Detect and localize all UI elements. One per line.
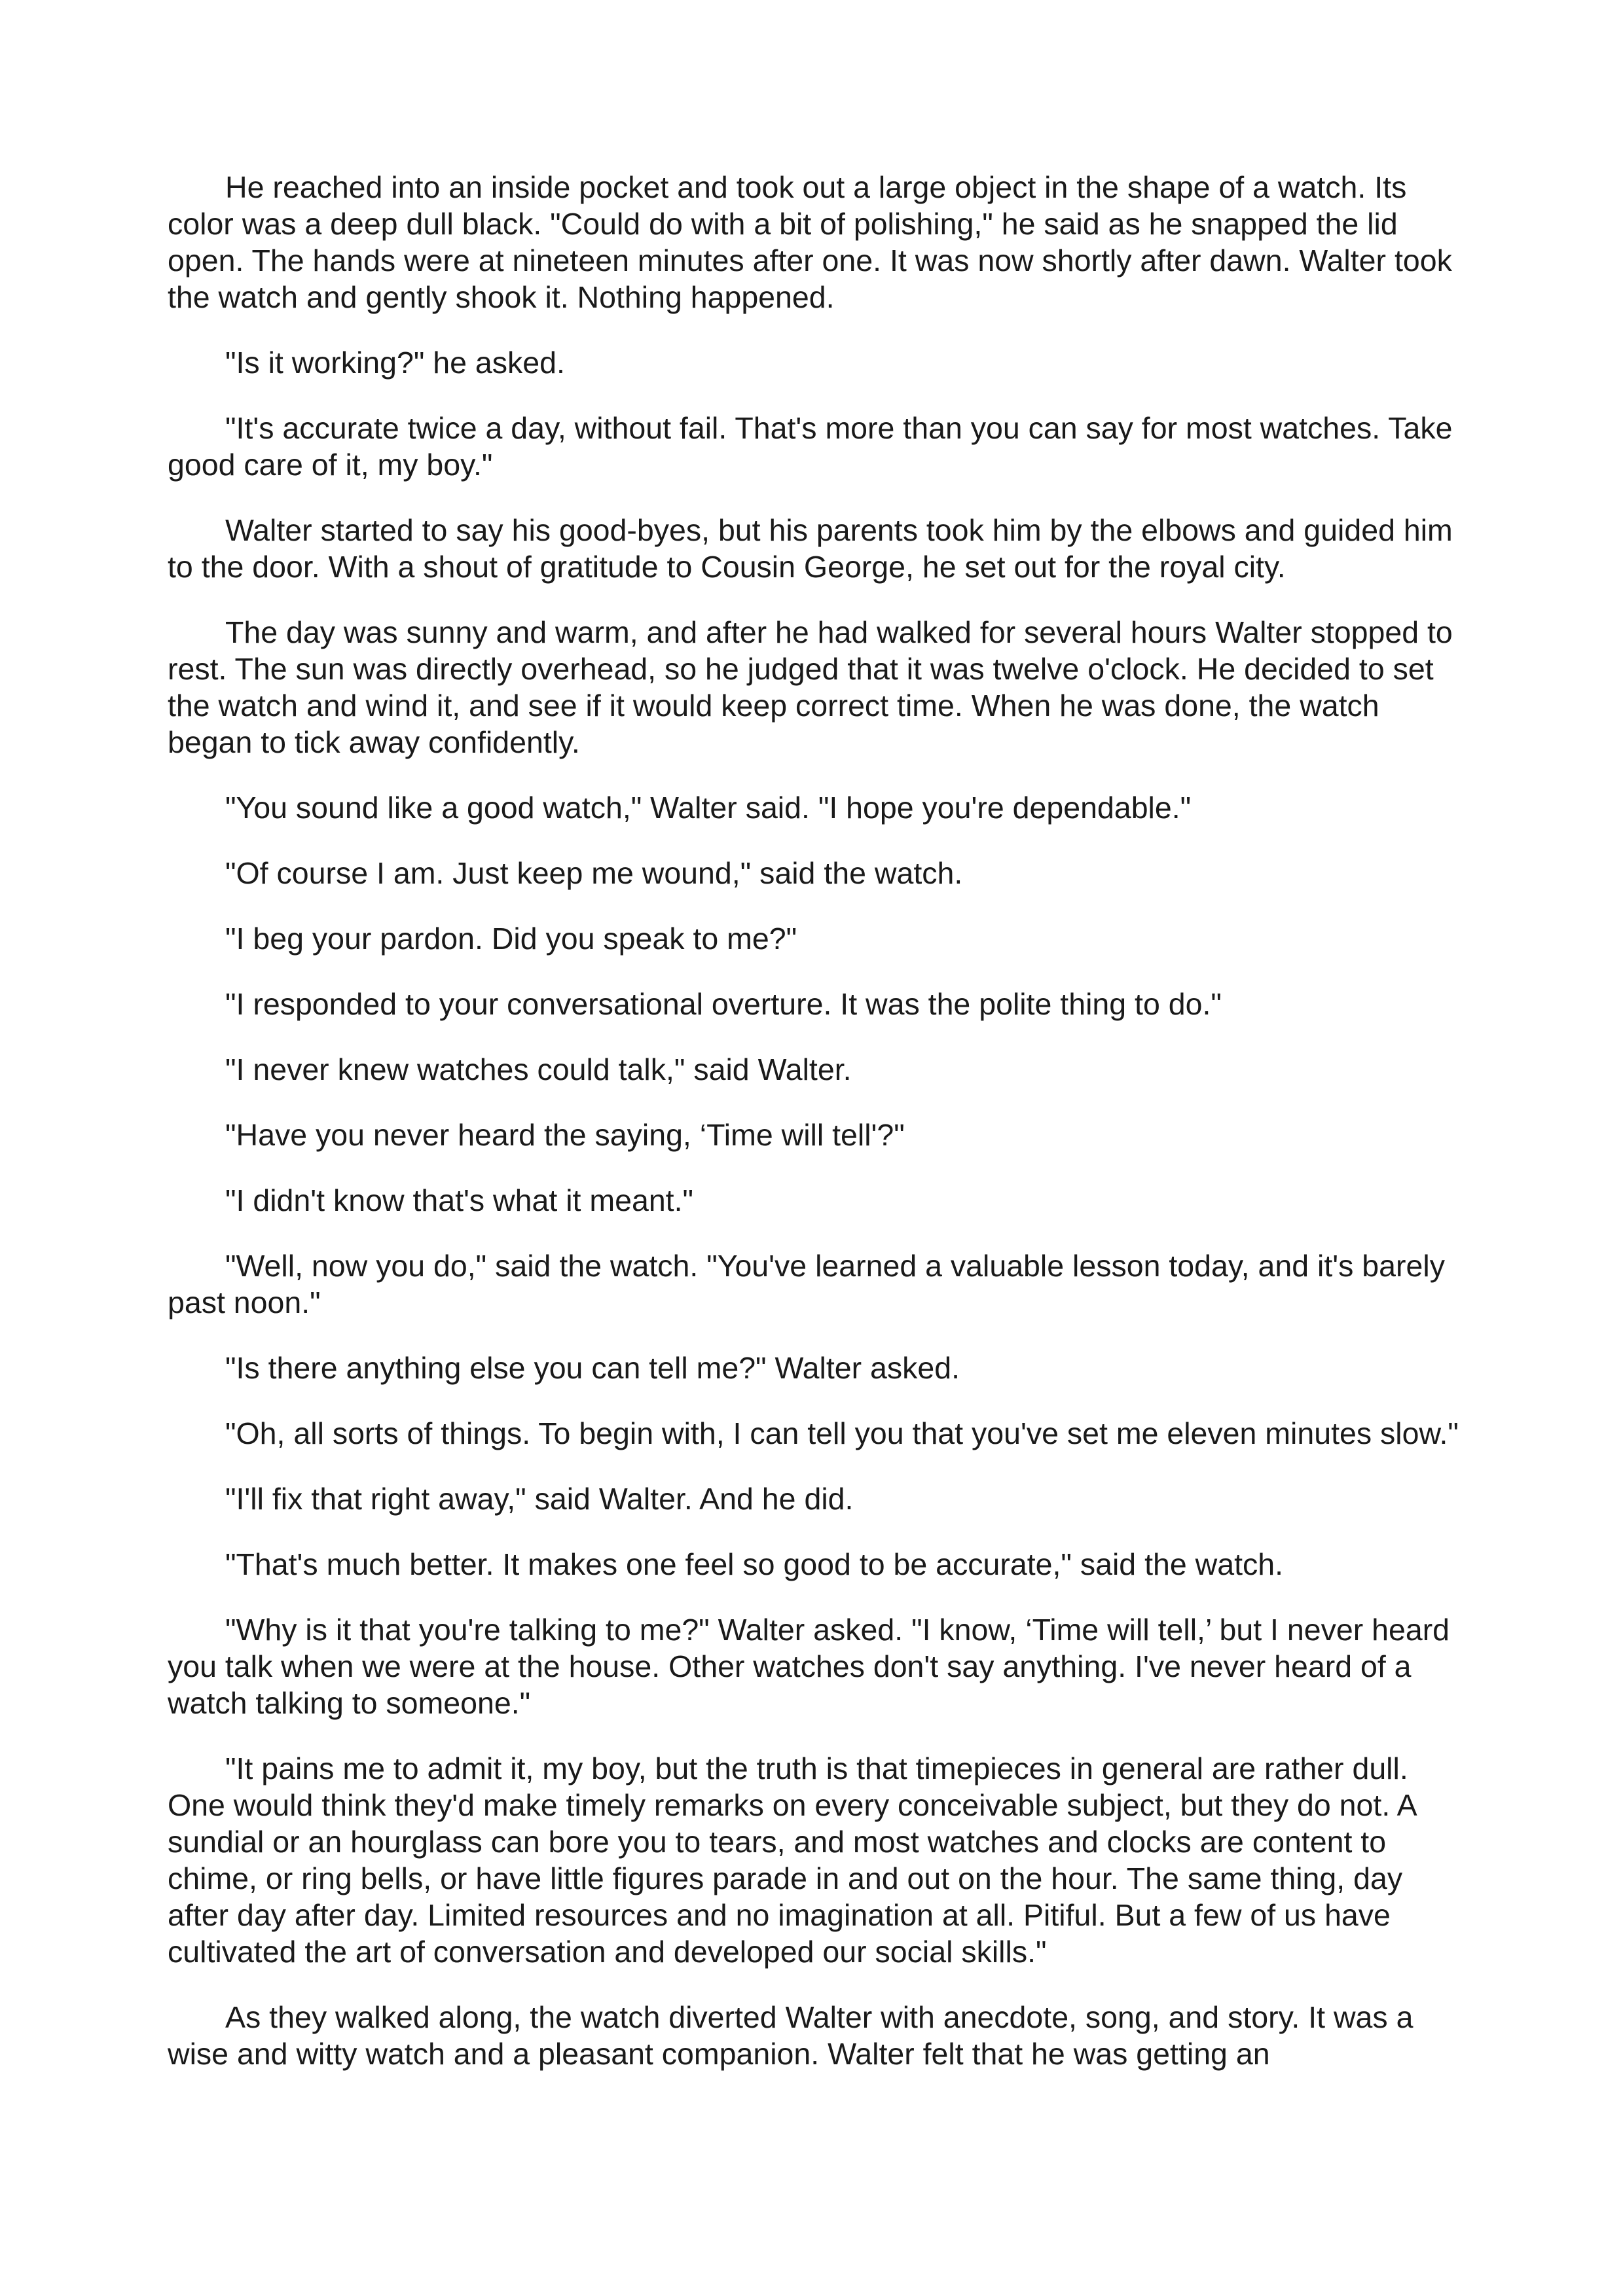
- paragraph: "Oh, all sorts of things. To begin with, I can tell you that you've set me eleven minutes slow.": [225, 1416, 1459, 1450]
- paragraph: "I'll fix that right away," said Walter. And he did.: [225, 1482, 854, 1516]
- paragraph: "Well, now you do," said the watch. "You've learned a valuable lesson today, and it's barely past noon.": [168, 1249, 1445, 1319]
- paragraph: "Have you never heard the saying, ‘Time will tell'?": [225, 1118, 905, 1152]
- paragraph: "That's much better. It makes one feel so good to be accurate," said the watch.: [225, 1547, 1284, 1581]
- paragraph: Walter started to say his good-byes, but his parents took him by the elbows and guided him to the door. With a shout of gratitude to Cousin George, he set out for the royal city.: [168, 513, 1453, 584]
- paragraph: "Why is it that you're talking to me?" Walter asked. "I know, ‘Time will tell,’ but I never heard you talk when we were at the house. Other watches don't say anything. I've never heard of a watch talking to someone.": [168, 1613, 1450, 1720]
- paragraph: "You sound like a good watch," Walter said. "I hope you're dependable.": [225, 791, 1192, 825]
- paragraph: "I responded to your conversational overture. It was the polite thing to do.": [225, 987, 1222, 1021]
- paragraph: "Is there anything else you can tell me?" Walter asked.: [225, 1351, 960, 1385]
- paragraph: "Is it working?" he asked.: [225, 346, 565, 380]
- paragraph: "Of course I am. Just keep me wound," said the watch.: [225, 856, 963, 890]
- paragraph: "I beg your pardon. Did you speak to me?": [225, 922, 797, 956]
- paragraph: The day was sunny and warm, and after he had walked for several hours Walter stopped to rest. The sun was directly overhead, so he judged that it was twelve o'clock. He decided to set the watch and wind it, and see if it would keep correct time. When he was done, the watch began to tick away confidently.: [168, 615, 1453, 759]
- paragraph: He reached into an inside pocket and took out a large object in the shape of a watch. Its color was a deep dull black. "Could do with a bit of polishing," he said as he snapped the lid open. The hands were at nineteen minutes after one. It was now shortly after dawn. Walter took the watch and gently shook it. Nothing happened.: [168, 170, 1452, 314]
- paragraph: "I never knew watches could talk," said Walter.: [225, 1052, 852, 1086]
- paragraph: "It's accurate twice a day, without fail. That's more than you can say for most watches. Take good care of it, my boy.": [168, 411, 1453, 482]
- paragraph: As they walked along, the watch diverted Walter with anecdote, song, and story. It was a wise and witty watch and a pleasant companion. Walter felt that he was getting an: [168, 2000, 1413, 2071]
- paragraph: "I didn't know that's what it meant.": [225, 1183, 694, 1217]
- paragraph: "It pains me to admit it, my boy, but the truth is that timepieces in general are rather dull. One would think they'd make timely remarks on every conceivable subject, but they do not. A sundial or an hourglass can bore you to tears, and most watches and clocks are content to chime, or ring bells, or have little figures parade in and out on the hour. The same thing, day after day after day. Limited resources and no imagination at all. Pitiful. But a few of us have cultivated the art of conversation and developed our social skills.": [168, 1751, 1416, 1969]
- text-body: [168, 169, 1470, 2101]
